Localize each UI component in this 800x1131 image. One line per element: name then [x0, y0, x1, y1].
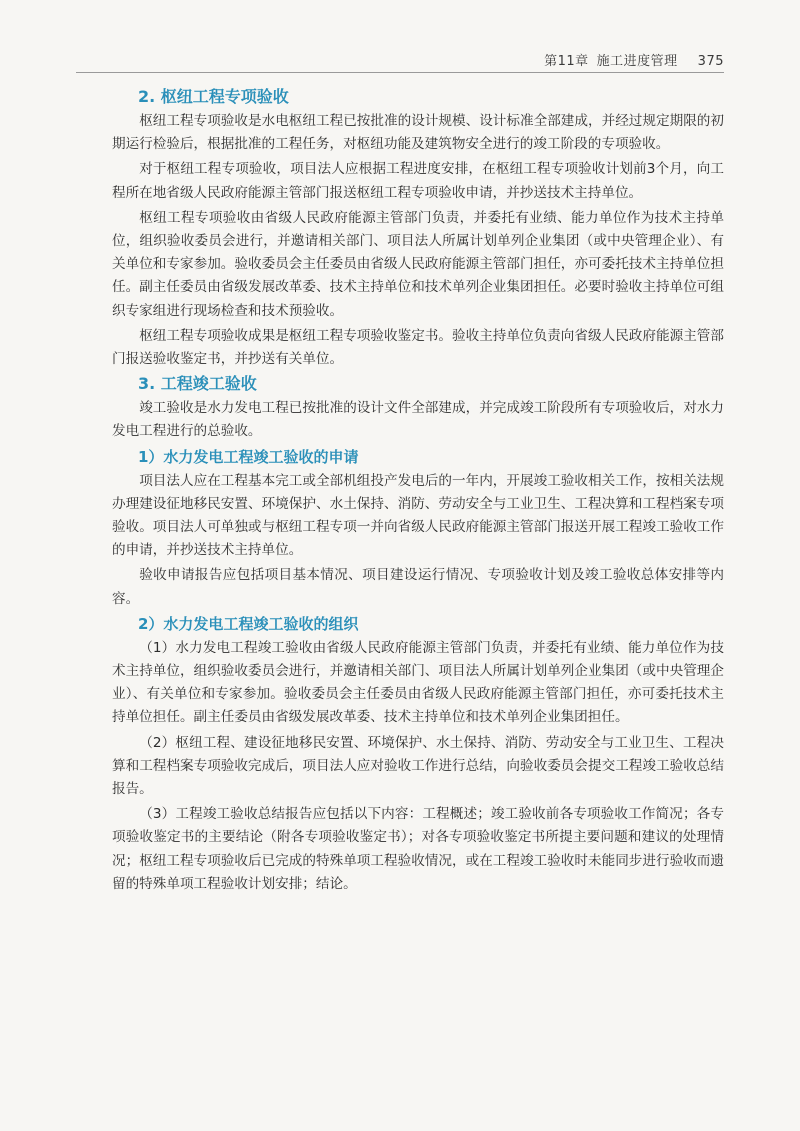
section-heading: 3. 工程竣工验收: [138, 374, 257, 394]
paragraph: 验收申请报告应包括项目基本情况、项目建设运行情况、专项验收计划及竣工验收总体安排等内容。: [112, 567, 724, 607]
paragraph: （3）工程竣工验收总结报告应包括以下内容：工程概述；竣工验收前各专项验收工作简况；各专项验收鉴定书的主要结论（附各专项验收鉴定书）；对各专项验收鉴定书所提主要问题和建议的处理情况；枢纽工程专项验收后已完成的特殊单项工程验收情况，或在工程竣工验收时未能同步进行验收而遗留的特殊单项工程验收计划安排；结论。: [112, 806, 724, 892]
page-body: [112, 86, 724, 898]
section-title: 施工进度管理: [596, 54, 678, 69]
chapter-label: 第11章: [544, 54, 589, 69]
paragraph: 枢纽工程专项验收成果是枢纽工程专项验收鉴定书。验收主持单位负责向省级人民政府能源主管部门报送验收鉴定书，并抄送有关单位。: [112, 327, 724, 368]
paragraph: 对于枢纽工程专项验收，项目法人应根据工程进度安排，在枢纽工程专项验收计划前3个月，向工程所在地省级人民政府能源主管部门报送枢纽工程专项验收申请，并抄送技术主持单位。: [112, 161, 724, 201]
paragraph: 枢纽工程专项验收是水电枢纽工程已按批准的设计规模、设计标准全部建成，并经过规定期限的初期运行检验后，根据批准的工程任务，对枢纽功能及建筑物安全进行的竣工阶段的专项验收。: [112, 113, 724, 153]
page-number: 375: [697, 54, 724, 69]
subsection-heading: 2）水力发电工程竣工验收的组织: [138, 614, 359, 633]
section-heading: 2. 枢纽工程专项验收: [138, 87, 289, 106]
paragraph: 枢纽工程专项验收由省级人民政府能源主管部门负责，并委托有业绩、能力单位作为技术主持单位，组织验收委员会进行，并邀请相关部门、项目法人所属计划单列企业集团（或中央管理企业）、有关单位和专家参加。验收委员会主任委员由省级人民政府能源主管部门担任，亦可委托技术主持单位担任。副主任委员由省级发展改革委、技术主持单位和技术单列企业集团担任。必要时验收主持单位可组织专家组进行现场检查和技术预验收。: [112, 209, 724, 319]
subsection-heading: 1）水力发电工程竣工验收的申请: [138, 447, 359, 466]
header-rule: [76, 72, 724, 73]
paragraph: 竣工验收是水力发电工程已按批准的设计文件全部建成，并完成竣工阶段所有专项验收后，对水力发电工程进行的总验收。: [112, 400, 724, 440]
running-head: [544, 50, 724, 69]
paragraph: 项目法人应在工程基本完工或全部机组投产发电后的一年内，开展竣工验收相关工作，按相关法规办理建设征地移民安置、环境保护、水土保持、消防、劳动安全与工业卫生、工程决算和工程档案专项验收。项目法人可单独或与枢纽工程专项一并向省级人民政府能源主管部门报送开展工程竣工验收工作的申请，并抄送技术主持单位。: [112, 472, 724, 559]
page-header: [0, 0, 800, 80]
paragraph: （2）枢纽工程、建设征地移民安置、环境保护、水土保持、消防、劳动安全与工业卫生、工程决算和工程档案专项验收完成后，项目法人应对验收工作进行总结，向验收委员会提交工程竣工验收总结报告。: [112, 734, 724, 798]
paragraph: （1）水力发电工程竣工验收由省级人民政府能源主管部门负责，并委托有业绩、能力单位作为技术主持单位，组织验收委员会进行，并邀请相关部门、项目法人所属计划单列企业集团（或中央管理企业）、有关单位和专家参加。验收委员会主任委员由省级人民政府能源主管部门担任，亦可委托技术主持单位担任。副主任委员由省级发展改革委、技术主持单位和技术单列企业集团担任。: [112, 639, 724, 726]
